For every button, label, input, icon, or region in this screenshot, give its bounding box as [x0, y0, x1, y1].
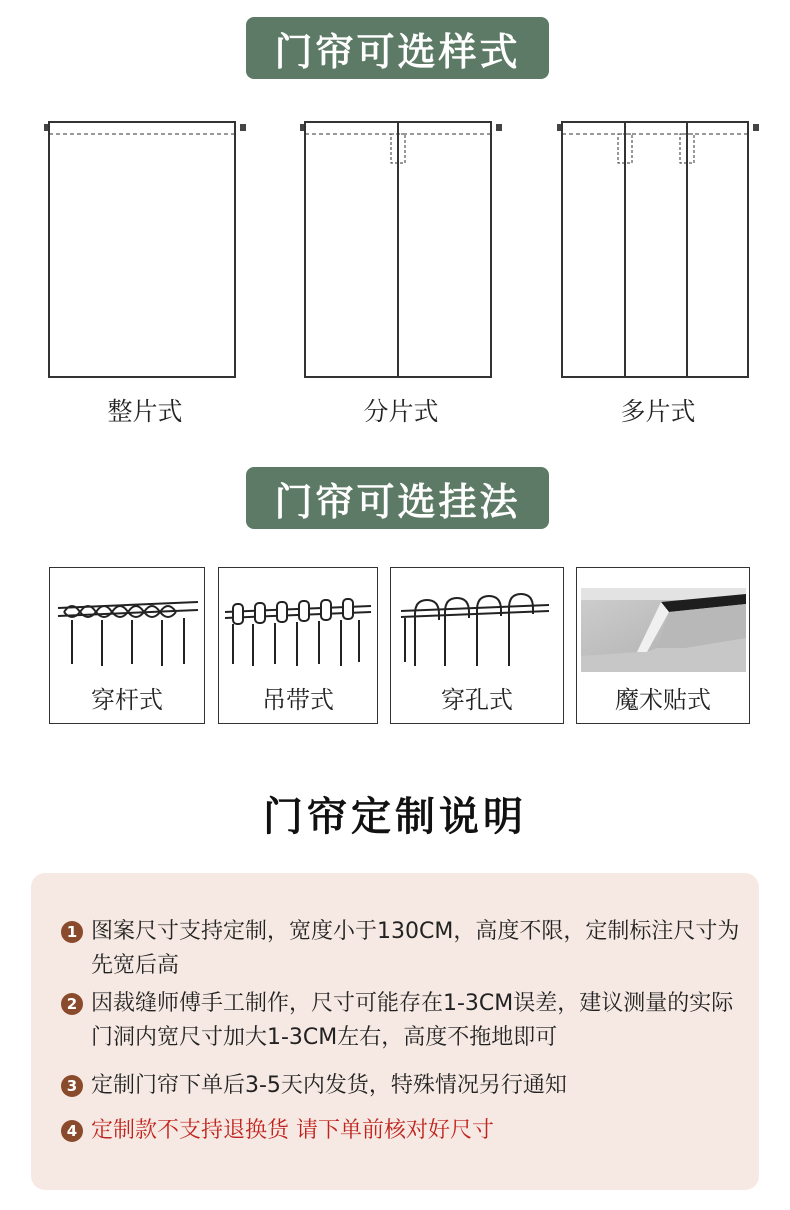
- hang-option-velcro[interactable]: [576, 567, 750, 724]
- hang-option-tab-top[interactable]: [218, 567, 378, 724]
- hang-label-grommet: 穿孔式: [441, 686, 513, 714]
- grommet-icon: [391, 568, 565, 678]
- custom-title: 门帘定制说明: [263, 794, 527, 840]
- note-text: 因裁缝师傅手工制作，尺寸可能存在1-3CM误差，建议测量的实际门洞内宽尺寸加大1-3CM左右，高度不拖地即可: [91, 991, 734, 1050]
- split-panel-diagram: [296, 115, 506, 385]
- styles-header: 门帘可选样式: [246, 17, 549, 79]
- hang-label-velcro: 魔术贴式: [615, 686, 711, 714]
- style-option-single[interactable]: [40, 115, 250, 385]
- note-3: [61, 1069, 751, 1103]
- number-badge: 1: [61, 921, 83, 943]
- multi-panel-diagram: [553, 115, 763, 385]
- style-option-multi[interactable]: [553, 115, 763, 385]
- style-label-multi: 多片式: [620, 397, 696, 426]
- note-1: [61, 915, 751, 983]
- single-panel-diagram: [40, 115, 250, 385]
- hanging-header: 门帘可选挂法: [246, 467, 549, 529]
- tab-top-icon: [219, 568, 379, 678]
- velcro-photo: [577, 568, 751, 678]
- hang-label-rod-pocket: 穿杆式: [91, 686, 163, 714]
- style-option-split[interactable]: [296, 115, 506, 385]
- number-badge: 2: [61, 993, 83, 1015]
- note-4-warning: [61, 1114, 751, 1148]
- instructions-panel: [31, 873, 759, 1190]
- style-label-single: 整片式: [107, 397, 183, 426]
- rod-pocket-icon: [50, 568, 206, 678]
- note-2: [61, 987, 751, 1055]
- number-badge: 3: [61, 1075, 83, 1097]
- note-text: 图案尺寸支持定制，宽度小于130CM，高度不限，定制标注尺寸为先宽后高: [91, 919, 740, 978]
- style-label-split: 分片式: [363, 397, 439, 426]
- hang-option-grommet[interactable]: [390, 567, 564, 724]
- hang-label-tab-top: 吊带式: [262, 686, 334, 714]
- note-text: 定制款不支持退换货 请下单前核对好尺寸: [91, 1118, 494, 1143]
- note-text: 定制门帘下单后3-5天内发货，特殊情况另行通知: [91, 1073, 567, 1098]
- hang-option-rod-pocket[interactable]: [49, 567, 205, 724]
- number-badge: 4: [61, 1120, 83, 1142]
